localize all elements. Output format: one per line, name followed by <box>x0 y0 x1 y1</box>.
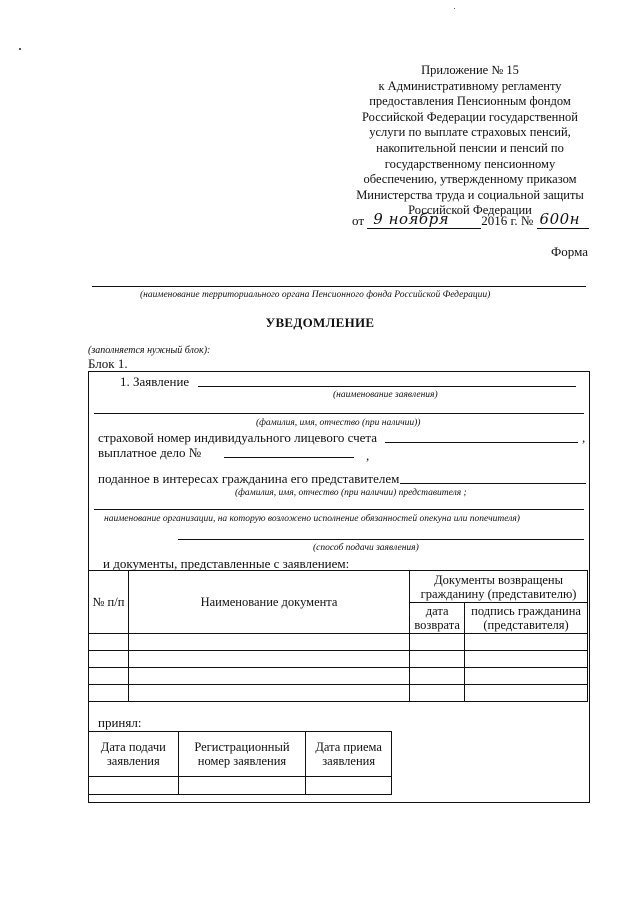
order-year: 2016 г. № <box>481 213 534 228</box>
table-row <box>89 685 588 702</box>
payment-case-comma: , <box>366 448 370 463</box>
payment-case-label: выплатное дело № <box>98 445 202 460</box>
fio-caption: (фамилия, имя, отчество (при наличии)) <box>256 418 421 428</box>
cell[interactable] <box>128 685 409 702</box>
order-prefix: от <box>352 213 365 228</box>
order-number-handwritten: 600н <box>539 210 581 228</box>
org-guardian-line <box>94 509 584 510</box>
acceptance-table <box>88 731 392 795</box>
cell[interactable] <box>465 685 588 702</box>
snils-line <box>385 442 578 443</box>
scan-dot <box>19 48 21 50</box>
cell[interactable] <box>410 668 465 685</box>
cell[interactable] <box>89 685 129 702</box>
table-row <box>89 634 588 651</box>
org-guardian-caption: наименование организации, на которую возложено исполнение обязанностей опекуна или попечителя) <box>104 514 520 524</box>
header-line: государственному пенсионному <box>384 156 556 171</box>
header-line: Российской Федерации государственной <box>362 109 578 124</box>
col-returned-header: Документы возвращены гражданину (представителю) <box>410 571 588 603</box>
header-line: Министерства труда и социальной защиты <box>356 187 584 202</box>
snils-comma: , <box>582 430 586 445</box>
cell[interactable] <box>89 668 129 685</box>
payment-case-line <box>224 457 354 458</box>
cell[interactable] <box>89 634 129 651</box>
appendix-header <box>340 63 600 219</box>
org-caption: (наименование территориального органа Пенсионного фонда Российской Федерации) <box>140 290 491 300</box>
header-line: Российской Федерации <box>408 203 532 218</box>
col-name-header: Наименование документа <box>128 571 409 634</box>
col-signature-header: подпись гражданина (представителя) <box>465 603 588 634</box>
method-caption: (способ подачи заявления) <box>313 543 419 553</box>
page-title: УВЕДОМЛЕНИЕ <box>265 315 375 330</box>
submit-date-header: Дата подачи заявления <box>89 732 179 777</box>
header-line: услуги по выплате страховых пенсий, <box>369 125 571 140</box>
table-row <box>89 668 588 685</box>
documents-table <box>88 570 588 702</box>
cell[interactable] <box>465 634 588 651</box>
block-label: Блок 1. <box>88 356 128 371</box>
cell[interactable] <box>410 634 465 651</box>
registration-number-header: Регистрационный номер заявления <box>178 732 306 777</box>
order-number-field <box>537 210 589 229</box>
cell[interactable] <box>128 651 409 668</box>
order-date-handwritten: 9 ноября <box>373 210 450 228</box>
cell[interactable] <box>410 685 465 702</box>
forma-label: Форма <box>551 244 588 259</box>
application-line <box>198 386 576 387</box>
receipt-date-header: Дата приема заявления <box>306 732 392 777</box>
header-line: Приложение № 15 <box>421 63 519 77</box>
table-row <box>89 777 392 795</box>
header-line: к Административному регламенту <box>378 78 562 93</box>
method-line <box>178 539 584 540</box>
cell[interactable] <box>465 651 588 668</box>
table-row <box>89 651 588 668</box>
col-num-header: № п/п <box>89 571 129 634</box>
fill-note: (заполняется нужный блок): <box>88 345 211 356</box>
representative-caption: (фамилия, имя, отчество (при наличии) представителя ; <box>235 488 467 498</box>
representative-label: поданное в интересах гражданина его представителем <box>98 471 400 486</box>
accepted-label: принял: <box>98 715 142 730</box>
documents-label: и документы, представленные с заявлением: <box>103 556 350 571</box>
cell[interactable] <box>128 634 409 651</box>
snils-label: страховой номер индивидуального лицевого счета <box>98 430 378 445</box>
cell[interactable] <box>89 651 129 668</box>
order-date-field <box>367 210 481 229</box>
header-line: предоставления Пенсионным фондом <box>369 94 571 109</box>
fio-line <box>94 413 584 414</box>
cell[interactable] <box>178 777 306 795</box>
cell[interactable] <box>89 777 179 795</box>
application-caption: (наименование заявления) <box>333 390 438 400</box>
org-name-line <box>92 286 586 287</box>
scan-dot <box>454 8 455 9</box>
cell[interactable] <box>306 777 392 795</box>
cell[interactable] <box>128 668 409 685</box>
cell[interactable] <box>410 651 465 668</box>
representative-line <box>400 483 586 484</box>
application-label: 1. Заявление <box>120 374 190 389</box>
cell[interactable] <box>465 668 588 685</box>
col-return-date-header: дата возврата <box>410 603 465 634</box>
header-line: обеспечению, утвержденному приказом <box>363 172 577 187</box>
header-line: накопительной пенсии и пенсий по <box>376 140 564 155</box>
